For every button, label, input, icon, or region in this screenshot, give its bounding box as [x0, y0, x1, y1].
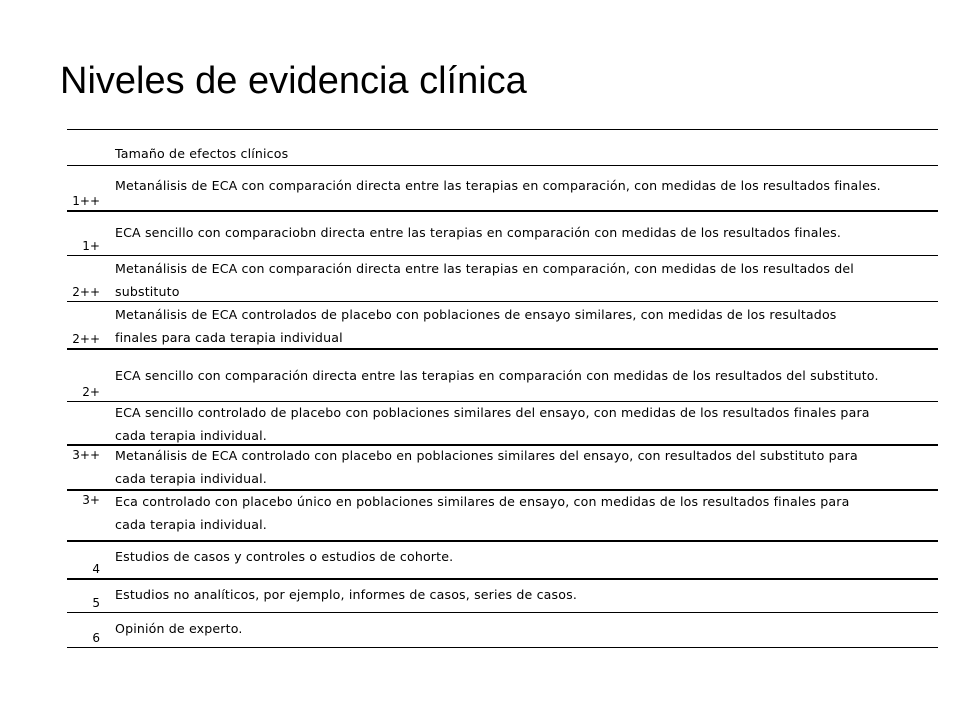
- evidence-description: [115, 617, 938, 640]
- description-line: Tamaño de efectos clínicos: [115, 146, 289, 161]
- table-row: [67, 350, 938, 402]
- table-row: [67, 130, 938, 166]
- table-row: [67, 613, 938, 648]
- evidence-level: 1+: [82, 239, 100, 253]
- table-row: [67, 256, 938, 302]
- evidence-description: [115, 490, 938, 536]
- evidence-description: [115, 364, 938, 387]
- description-line: Metanálisis de ECA con comparación directa entre las terapias en comparación, con medidas de los resultados del: [115, 261, 854, 276]
- description-line: cada terapia individual.: [115, 471, 267, 486]
- description-line: Estudios de casos y controles o estudios de cohorte.: [115, 549, 454, 564]
- table-row: [67, 580, 938, 613]
- description-line: finales para cada terapia individual: [115, 330, 343, 345]
- table-row: [67, 302, 938, 350]
- evidence-description: [115, 401, 938, 447]
- evidence-level: 6: [92, 631, 100, 645]
- evidence-description: [115, 221, 938, 244]
- slide-title: Niveles de evidencia clínica: [60, 60, 527, 102]
- description-line: Metanálisis de ECA controlados de placebo con poblaciones de ensayo similares, con medidas de los resultados: [115, 307, 837, 322]
- evidence-level: 5: [92, 596, 100, 610]
- table-row: [67, 446, 938, 491]
- description-line: Opinión de experto.: [115, 621, 243, 636]
- evidence-description: [115, 174, 938, 197]
- description-line: Metanálisis de ECA con comparación directa entre las terapias en comparación, con medidas de los resultados finales.: [115, 178, 881, 193]
- evidence-level: 1++: [72, 194, 100, 208]
- description-line: cada terapia individual.: [115, 517, 267, 532]
- evidence-level: 4: [92, 562, 100, 576]
- table-row: [67, 491, 938, 542]
- evidence-level: 2++: [72, 332, 100, 346]
- table-row: [67, 402, 938, 446]
- description-line: substituto: [115, 284, 180, 299]
- evidence-description: [115, 142, 938, 165]
- evidence-description: [115, 257, 938, 303]
- evidence-description: [115, 583, 938, 606]
- table-row: [67, 542, 938, 580]
- table-row: [67, 166, 938, 212]
- evidence-level: 2++: [72, 285, 100, 299]
- description-line: cada terapia individual.: [115, 428, 267, 443]
- evidence-level: 3++: [72, 448, 100, 462]
- description-line: Eca controlado con placebo único en poblaciones similares de ensayo, con medidas de los resultados finales para: [115, 494, 850, 509]
- evidence-level: 2+: [82, 385, 100, 399]
- description-line: Estudios no analíticos, por ejemplo, informes de casos, series de casos.: [115, 587, 577, 602]
- description-line: Metanálisis de ECA controlado con placebo en poblaciones similares del ensayo, con resultados del substituto para: [115, 448, 858, 463]
- table-row: [67, 212, 938, 256]
- evidence-description: [115, 545, 938, 568]
- description-line: ECA sencillo controlado de placebo con poblaciones similares del ensayo, con medidas de los resultados finales para: [115, 405, 870, 420]
- evidence-description: [115, 303, 938, 349]
- description-line: ECA sencillo con comparaciobn directa entre las terapias en comparación con medidas de los resultados finales.: [115, 225, 842, 240]
- evidence-level: 3+: [82, 493, 100, 507]
- evidence-levels-table: [67, 129, 938, 648]
- evidence-description: [115, 444, 938, 490]
- description-line: ECA sencillo con comparación directa entre las terapias en comparación con medidas de los resultados del substituto.: [115, 368, 879, 383]
